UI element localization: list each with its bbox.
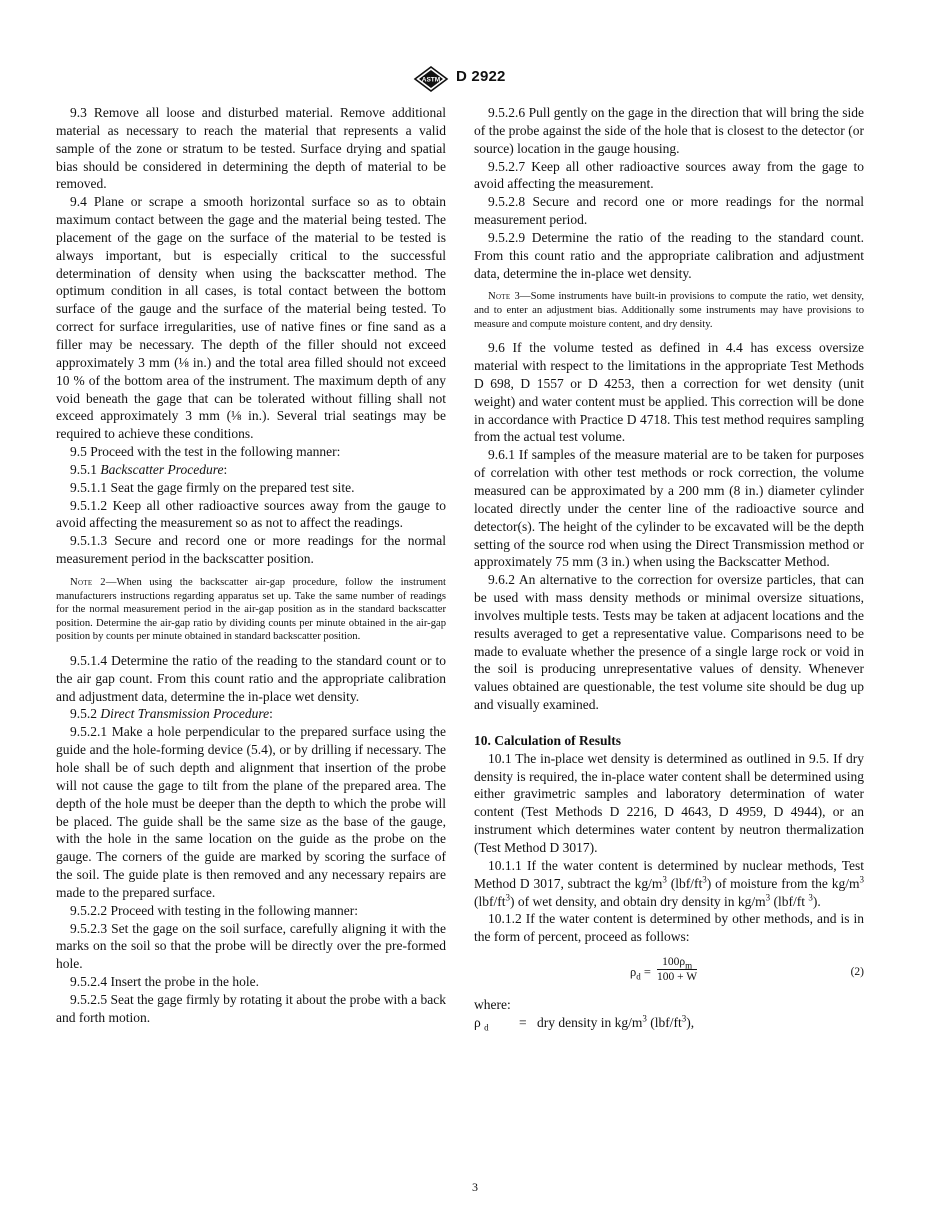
note bbox=[474, 290, 864, 331]
paragraph: 10.1.2 If the water content is determined by other methods, and is in the form of percent, proceed as follows: bbox=[474, 911, 864, 945]
superscript: 3 bbox=[808, 892, 813, 903]
paragraph: 9.6 If the volume tested as defined in 4.4 has excess oversize material with respect to the limitations in the appropriate Test Methods D 698, D 1557 or D 4253, then a correction for wet density (unit weight) and water content must be applied. This correction will be done in accordance with Practice D 4718. This test method requires sampling from the actual test volume. bbox=[474, 340, 864, 445]
document-designation: D 2922 bbox=[456, 68, 506, 85]
paragraph: 9.5.2.3 Set the gage on the soil surface, carefully aligning it with the marks on the soil so that the probe will be directly over the pre-formed hole. bbox=[56, 920, 446, 972]
paragraph: 9.6.2 An alternative to the correction for oversize particles, that can be used with mass density methods or minimal oversize situations, involves multiple tests. Tests may be taken at adjacent locations and the results averaged to get a representative value. Comparisons need to be made to evaluate whether the presence of a single large rock or void in the soil is producing unrepresentative values of density. Whenever values obtained are questionable, the test volume site should be dug up and visually examined. bbox=[474, 572, 864, 713]
superscript: 3 bbox=[642, 1013, 647, 1024]
text-run: ), bbox=[686, 1014, 695, 1030]
where-block bbox=[474, 996, 864, 1032]
paragraph: 9.6.1 If samples of the measure material are to be taken for purposes of correlation with other test methods or rock correction, the volume measured can be approximated by a 200 mm (8 in.) diameter cylinder located directly under the center line of the radioactive source and detector(s). The height of the cylinder to be excavated will be the depth setting of the source rod when using the Direct Transmission method or approximately 75 mm (3 in.) when using the Backscatter Method. bbox=[474, 447, 864, 570]
superscript: 3 bbox=[765, 892, 771, 903]
subsection-title: Direct Transmission Procedure bbox=[100, 706, 270, 722]
paragraph: 9.5.1.3 Secure and record one or more readings for the normal measurement period in the backscatter position. bbox=[56, 533, 446, 567]
rho-symbol: ρ bbox=[474, 1014, 481, 1030]
paragraph: 9.5.2.7 Keep all other radioactive sources away from the gage to avoid affecting the measurement. bbox=[474, 158, 864, 192]
note-text: —When using the backscatter air-gap procedure, follow the instrument manufacturers instructions regarding apparatus set up. Take the same number of readings for the normal measurement period in the air-gap position as in the standard backscatter position. Determine the air-gap ratio by dividing counts per minute obtained in the air-gap position by counts per minute obtained in standard backscatter position. bbox=[56, 576, 446, 643]
paragraph: 9.5 Proceed with the test in the following manner: bbox=[70, 444, 341, 460]
numerator-text: 100ρ bbox=[662, 956, 686, 969]
text-run: 10.1.1 If the water content is determined by nuclear methods, Test Method D 3017, subtract the kg/m bbox=[474, 857, 864, 891]
superscript: 3 bbox=[859, 874, 864, 885]
page-header bbox=[0, 66, 950, 92]
note-text: —Some instruments have built-in provisions to compute the ratio, wet density, and to enter an adjustment bias. Additionally some instruments may have provisions to measure and compute moisture content, and dry density. bbox=[474, 291, 864, 330]
paragraph: 9.5.1.1 Seat the gage firmly on the prepared test site. bbox=[70, 479, 355, 495]
equation-lhs bbox=[630, 964, 651, 982]
page-number: 3 bbox=[472, 1180, 478, 1194]
denominator: 100 + W bbox=[657, 971, 698, 984]
where-label: where: bbox=[474, 997, 511, 1013]
paragraph: 9.5.1.2 Keep all other radioactive sources away from the gauge to avoid affecting the measurement so as not to affect the readings. bbox=[56, 497, 446, 531]
paragraph: 9.5.2.6 Pull gently on the gage in the direction that will bring the side of the probe against the side of the hole that is closest to the detector (or source) location in the gauge housing. bbox=[474, 105, 864, 156]
subscript: m bbox=[685, 960, 693, 971]
paragraph bbox=[474, 857, 864, 911]
paragraph: 9.5.2.8 Secure and record one or more readings for the normal measurement period. bbox=[474, 194, 864, 228]
subsection-heading bbox=[56, 705, 446, 723]
numerator bbox=[657, 956, 697, 970]
text-run: (lbf/ft bbox=[474, 893, 506, 909]
equals-sign: = bbox=[519, 1014, 527, 1030]
paragraph: 9.5.2.2 Proceed with testing in the following manner: bbox=[70, 902, 358, 918]
equals-sign: = bbox=[643, 965, 651, 980]
note-label: Note 3 bbox=[488, 291, 521, 303]
subsection-title: Backscatter Procedure bbox=[100, 461, 224, 477]
text-run: ) of moisture from the kg/m bbox=[706, 875, 860, 891]
right-column bbox=[474, 104, 864, 1032]
text-run: (lbf/ft bbox=[646, 1014, 682, 1030]
paragraph: 9.3 Remove all loose and disturbed material. Remove additional material as necessary to reach the material that represents a valid sample of the zone or stratum to be tested. Surface drying and spatial bias should be considered in determining the depth of material to be removed. bbox=[56, 105, 446, 192]
paragraph: 9.5.2.5 Seat the gage firmly by rotating it about the probe with a back and forth motion. bbox=[56, 991, 446, 1025]
note bbox=[56, 576, 446, 644]
paragraph: 9.4 Plane or scrape a smooth horizontal surface so as to obtain maximum contact between the gage and the material being tested. The placement of the gage on the surface of the material to be tested is always important, but is especially critical to the successful determination of density when using the backscatter method. The optimum condition in all cases, is total contact between the bottom surface of the gauge and the surface of the material being tested. To correct for surface irregularities, use of native fines or fine sand as a filler may be necessary. The depth of the filler should not exceed approximately 3 mm (⅛ in.) and the total area filled should not exceed 10 % of the bottom area of the instrument. The maximum depth of any void beneath the gage that can be tolerated without filling shall not exceed approximately 3 mm (⅛ in.). Several trial seatings may be required to achieve these conditions. bbox=[56, 194, 446, 442]
subscript: d bbox=[484, 1022, 489, 1033]
left-column bbox=[56, 104, 446, 1027]
superscript: 3 bbox=[505, 892, 510, 903]
text-run: (lbf/ft bbox=[770, 893, 809, 909]
paragraph: 9.5.2.9 Determine the ratio of the reading to the standard count. From this count ratio and the appropriate calibration and adjustment data, determine the in-place wet density. bbox=[474, 229, 864, 281]
paragraph: 9.5.2.1 Make a hole perpendicular to the prepared surface using the guide and the hole-forming device (5.4), or by drilling if necessary. The hole shall be of such depth and alignment that insertion of the probe will not cause the gage to tilt from the plane of the prepared area. The depth of the hole must be deeper than the depth to which the probe will be placed. The guide shall be the same size as the base of the gauge, with the hole in the same location on the guide as the probe on the gauge. The corners of the guide are marked by scoring the surface of the soil. The guide plate is then removed and any necessary repairs are made to the prepared surface. bbox=[56, 724, 446, 900]
section-heading: 10. Calculation of Results bbox=[474, 732, 622, 748]
superscript: 3 bbox=[662, 874, 667, 885]
variable-definition bbox=[474, 1014, 864, 1032]
svg-text:ASTM: ASTM bbox=[421, 76, 441, 84]
paragraph: 10.1 The in-place wet density is determined as outlined in 9.5. If dry density is required, the in-place water content shall be determined using either gravimetric samples and laboratory determination of water content (Test Methods D 2216, D 4643, D 4959, D 4944), or an instrument which determines water content by neutron thermalization (Test Method D 3017). bbox=[474, 750, 864, 855]
equation-number: (2) bbox=[850, 966, 864, 979]
astm-logo-icon bbox=[411, 66, 451, 92]
equation-2 bbox=[474, 956, 864, 986]
punctuation: : bbox=[269, 706, 273, 722]
subsection-heading bbox=[56, 461, 446, 479]
text-run: dry density in kg/m bbox=[537, 1014, 643, 1030]
superscript: 3 bbox=[681, 1013, 687, 1024]
variable-meaning bbox=[537, 1014, 694, 1032]
section-number: 9.5.1 bbox=[70, 461, 97, 477]
paragraph: 9.5.2.4 Insert the probe in the hole. bbox=[70, 974, 259, 990]
fraction bbox=[657, 956, 697, 984]
text-run: ). bbox=[812, 893, 821, 909]
text-run: (lbf/ft bbox=[666, 875, 703, 891]
superscript: 3 bbox=[702, 874, 707, 885]
section-number: 9.5.2 bbox=[70, 706, 97, 722]
paragraph: 9.5.1.4 Determine the ratio of the reading to the standard count or to the air gap count. From this count ratio and the appropriate calibration and adjustment data, determine the in-place wet density. bbox=[56, 652, 446, 704]
rho-symbol: ρ bbox=[630, 965, 637, 980]
subscript: d bbox=[636, 971, 641, 982]
text-run: ) of wet density, and obtain dry density in kg/m bbox=[510, 893, 766, 909]
punctuation: : bbox=[223, 461, 228, 477]
variable-symbol bbox=[474, 1014, 519, 1032]
note-label: Note 2 bbox=[70, 576, 106, 588]
